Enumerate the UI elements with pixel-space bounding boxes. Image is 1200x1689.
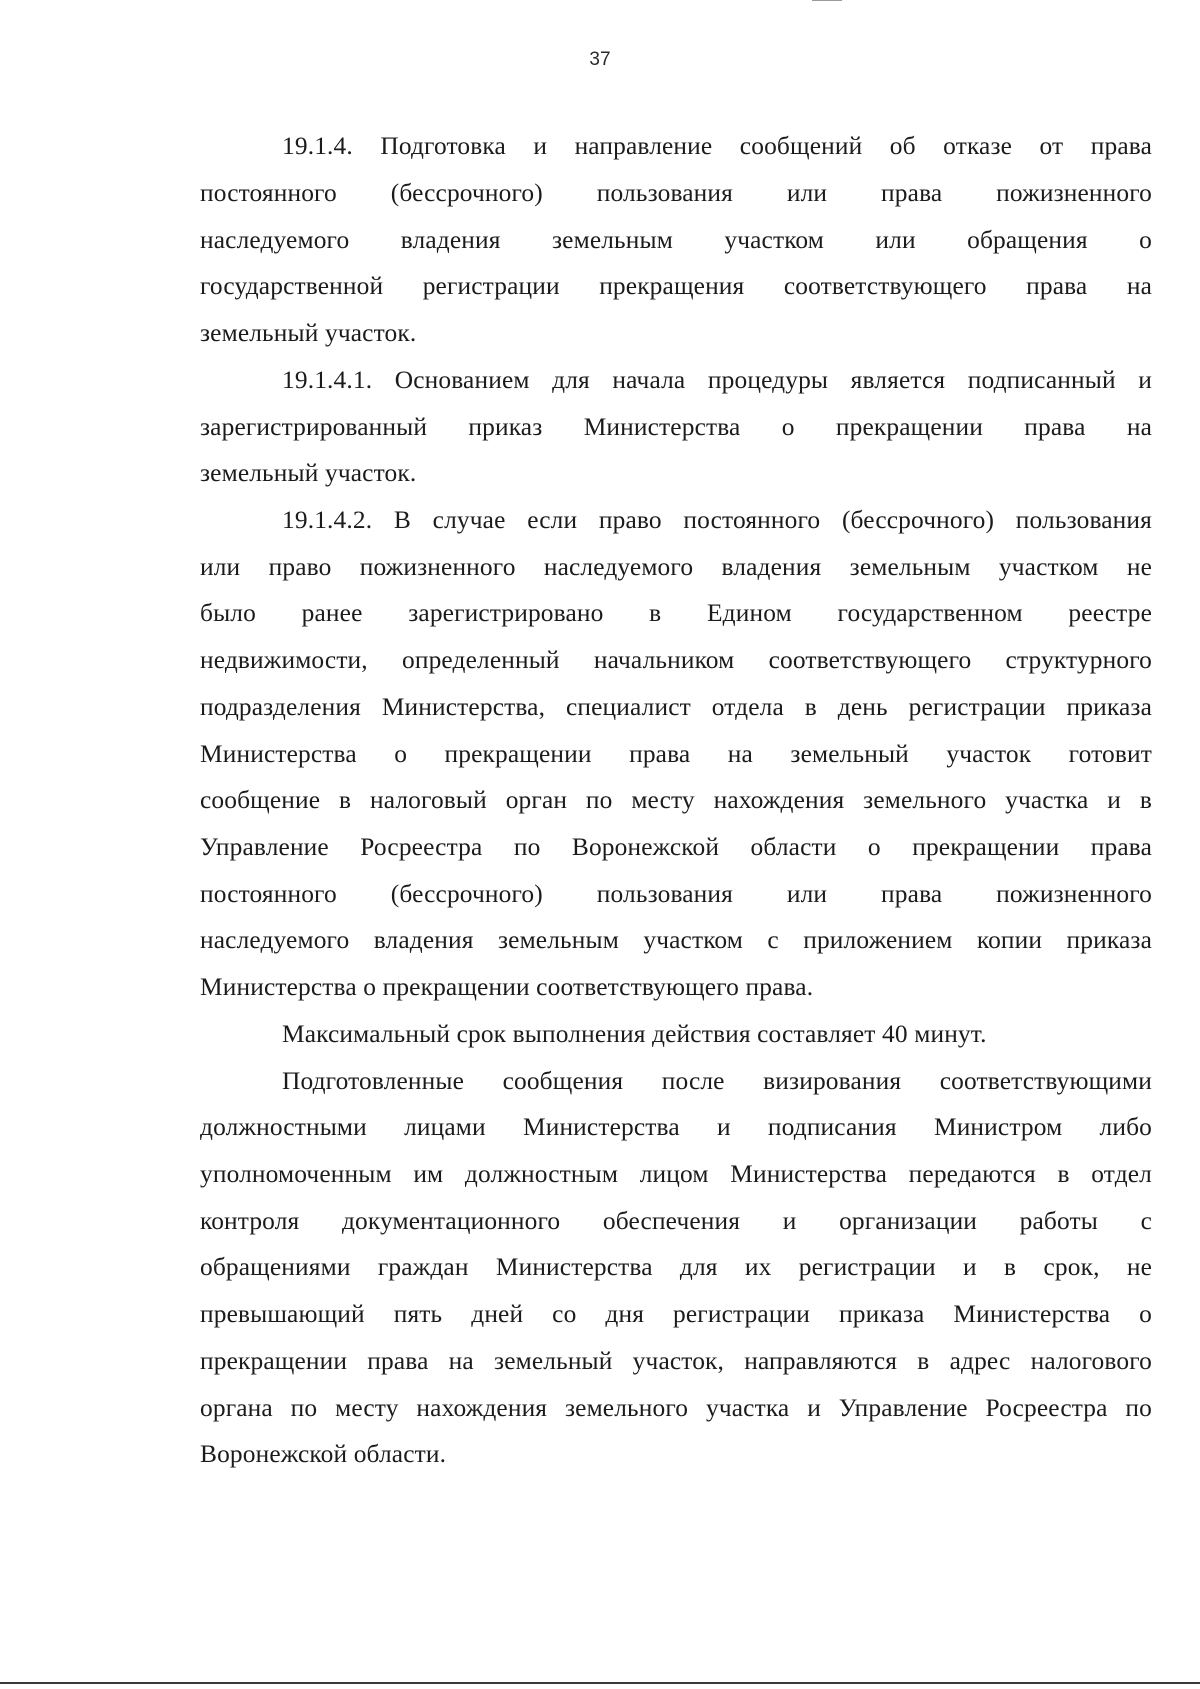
page-number: 37: [589, 49, 611, 70]
text-line: земельный участок.: [200, 459, 417, 487]
text-line: сообщение в налоговый орган по месту нахождения земельного участка и в: [200, 786, 1152, 814]
scan-top-mark: [812, 0, 842, 1]
text-line: 19.1.4. Подготовка и направление сообщений об отказе от права: [282, 132, 1152, 160]
text-line: постоянного (бессрочного) пользования или права пожизненного: [200, 179, 1152, 207]
text-line: Управление Росреестра по Воронежской области о прекращении права: [200, 833, 1152, 861]
page-bottom-rule: [0, 1682, 1200, 1684]
text-line: Максимальный срок выполнения действия составляет 40 минут.: [282, 1020, 987, 1048]
text-line: уполномоченным им должностным лицом Министерства передаются в отдел: [200, 1160, 1152, 1188]
text-line: подразделения Министерства, специалист отдела в день регистрации приказа: [200, 693, 1152, 721]
text-line: зарегистрированный приказ Министерства о прекращении права на: [200, 413, 1152, 441]
text-line: превышающий пять дней со дня регистрации приказа Министерства о: [200, 1300, 1152, 1328]
text-line: должностными лицами Министерства и подписания Министром либо: [200, 1113, 1152, 1141]
text-line: 19.1.4.1. Основанием для начала процедуры является подписанный и: [282, 366, 1152, 394]
text-line: Министерства о прекращении соответствующего права.: [200, 973, 814, 1001]
text-line: Воронежской области.: [200, 1440, 447, 1468]
text-line: Министерства о прекращении права на земельный участок готовит: [200, 740, 1152, 768]
text-line: обращениями граждан Министерства для их регистрации и в срок, не: [200, 1253, 1152, 1281]
text-line: недвижимости, определенный начальником соответствующего структурного: [200, 646, 1152, 674]
text-line: государственной регистрации прекращения соответствующего права на: [200, 272, 1152, 300]
text-line: 19.1.4.2. В случае если право постоянного (бессрочного) пользования: [282, 506, 1152, 534]
text-line: органа по месту нахождения земельного участка и Управление Росреестра по: [200, 1394, 1152, 1422]
text-line: было ранее зарегистрировано в Едином государственном реестре: [200, 599, 1152, 627]
text-line: или право пожизненного наследуемого владения земельным участком не: [200, 553, 1152, 581]
text-line: Подготовленные сообщения после визирования соответствующими: [282, 1067, 1152, 1095]
text-line: прекращении права на земельный участок, направляются в адрес налогового: [200, 1347, 1152, 1375]
text-line: наследуемого владения земельным участком с приложением копии приказа: [200, 926, 1152, 954]
text-line: постоянного (бессрочного) пользования или права пожизненного: [200, 880, 1152, 908]
text-line: контроля документационного обеспечения и организации работы с: [200, 1207, 1152, 1235]
text-line: земельный участок.: [200, 319, 417, 347]
text-line: наследуемого владения земельным участком или обращения о: [200, 226, 1152, 254]
